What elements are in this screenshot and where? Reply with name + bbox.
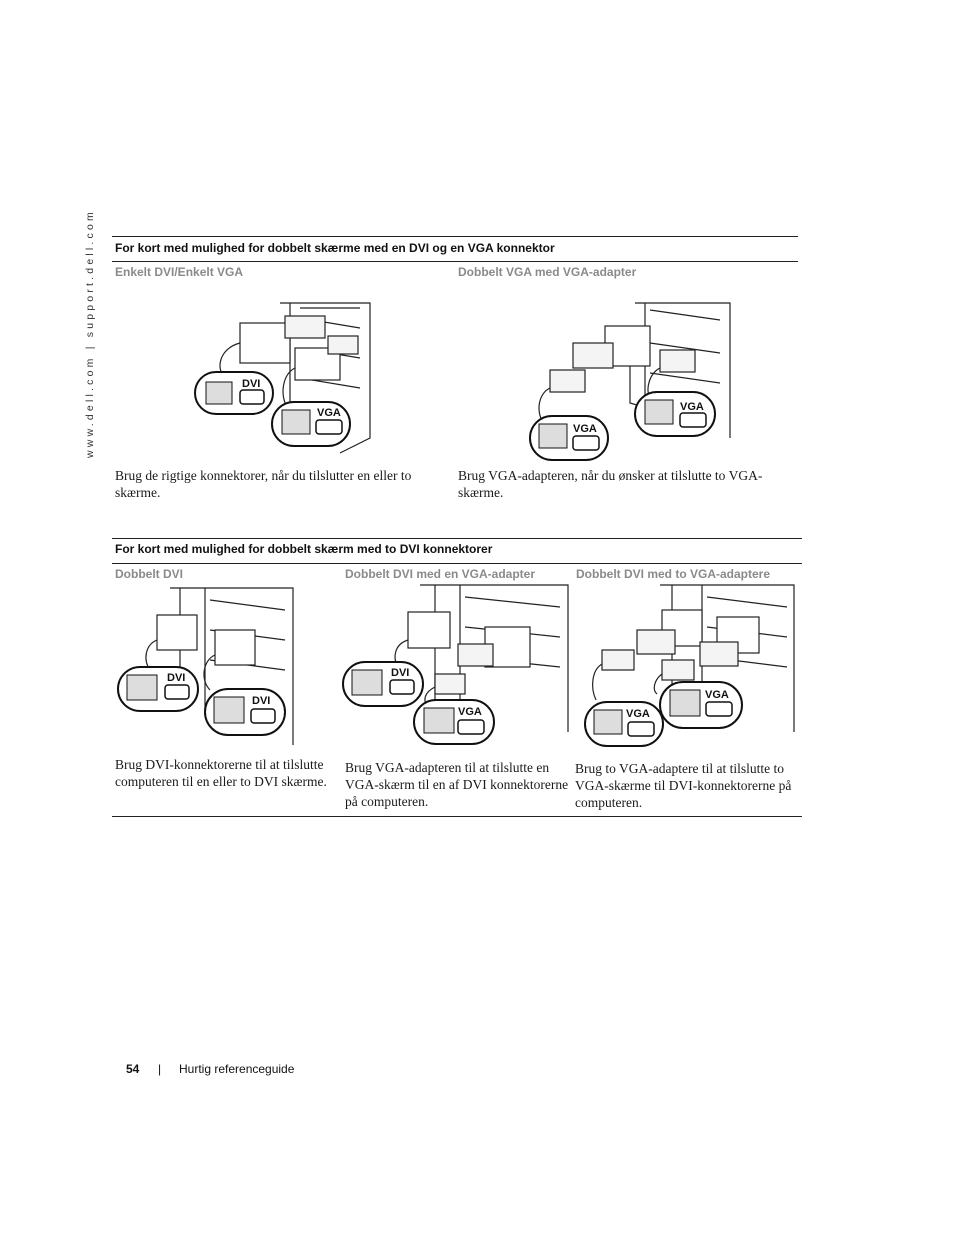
- section1-col1-caption: Brug de rigtige konnektorer, når du tilslutter en eller to skærme.: [115, 468, 412, 500]
- figure4-label-vga: VGA: [458, 706, 482, 718]
- section2-col3-heading: Dobbelt DVI med to VGA-adaptere: [576, 567, 771, 581]
- monitor-vga-bubble-1: [635, 392, 715, 436]
- section2-col2-heading: Dobbelt DVI med en VGA-adapter: [345, 567, 536, 581]
- monitor-dvi-bubble: [343, 662, 423, 706]
- figure-dual-vga-adapter: [525, 298, 735, 468]
- section2-title: For kort med mulighed for dobbelt skærm med to DVI konnektorer: [115, 542, 493, 556]
- figure3-label-dvi-1: DVI: [167, 672, 186, 684]
- figure2-label-vga-2: VGA: [573, 423, 597, 435]
- figure-dual-dvi: [115, 585, 300, 750]
- monitor-vga-bubble-2: [530, 416, 608, 460]
- section1-top-rule: [112, 236, 798, 237]
- section2-col1-heading: Dobbelt DVI: [115, 567, 183, 581]
- section2-top-rule: [112, 538, 802, 539]
- section1-col2-caption: Brug VGA-adapteren, når du ønsker at tilslutte to VGA-skærme.: [458, 468, 763, 500]
- section2-col3-caption: Brug to VGA-adaptere til at tilslutte to VGA-skærme til DVI-konnektorerne på computeren.: [575, 761, 792, 810]
- figure-single-dvi-vga: [190, 298, 380, 458]
- figure1-label-dvi: DVI: [242, 378, 261, 390]
- figure-dual-dvi-two-adapters: [582, 582, 797, 750]
- page-number: 54: [126, 1062, 140, 1076]
- figure1-label-vga: VGA: [317, 407, 341, 419]
- section2-bottom-rule: [112, 816, 802, 817]
- section2-header-rule: [112, 563, 802, 564]
- monitor-vga-bubble-1: [660, 682, 742, 728]
- monitor-dvi-bubble-1: [118, 667, 198, 711]
- figure4-label-dvi: DVI: [391, 667, 410, 679]
- footer-separator: |: [158, 1062, 162, 1076]
- section1-col1-heading: Enkelt DVI/Enkelt VGA: [115, 265, 244, 279]
- footer-doc-title: Hurtig referenceguide: [179, 1062, 295, 1076]
- figure5-label-vga-2: VGA: [626, 708, 650, 720]
- section1-title: For kort med mulighed for dobbelt skærme med en DVI og en VGA konnektor: [115, 241, 555, 255]
- sidebar-url: www.dell.com | support.dell.com: [84, 209, 96, 458]
- figure-dual-dvi-one-adapter: [340, 582, 570, 750]
- monitor-vga-bubble-2: [585, 702, 663, 746]
- section2-col1-caption: Brug DVI-konnektorerne til at tilslutte computeren til en eller to DVI skærme.: [115, 757, 327, 789]
- section2-col2-caption: Brug VGA-adapteren til at tilslutte en VGA-skærm til en af DVI konnektorerne på computeren.: [345, 760, 569, 809]
- monitor-dvi-bubble-2: [205, 689, 285, 735]
- section1-col2-heading: Dobbelt VGA med VGA-adapter: [458, 265, 637, 279]
- section1-header-rule: [112, 261, 798, 262]
- figure2-label-vga-1: VGA: [680, 401, 704, 413]
- figure5-label-vga-1: VGA: [705, 689, 729, 701]
- figure3-label-dvi-2: DVI: [252, 695, 271, 707]
- monitor-vga-bubble: [272, 402, 350, 446]
- monitor-dvi-bubble: [195, 372, 273, 414]
- monitor-vga-bubble: [414, 700, 494, 744]
